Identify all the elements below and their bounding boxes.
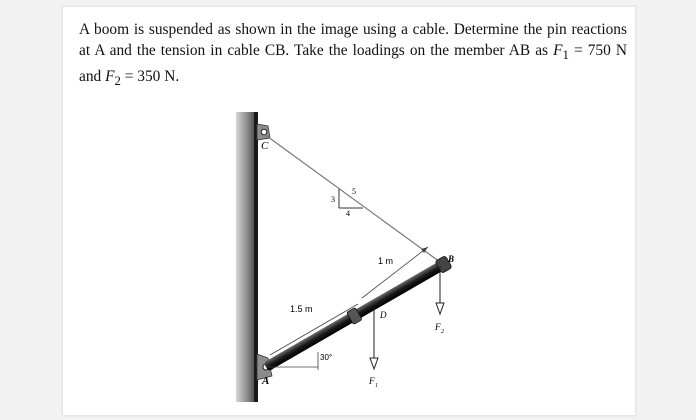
slope-label-4: 4 (346, 209, 350, 218)
f1-subscript: 1 (562, 48, 569, 63)
load-f2-arrowhead (436, 303, 444, 314)
f2-value: = 350 N. (120, 68, 180, 86)
wall (236, 112, 257, 402)
dim-15m-line (270, 304, 358, 355)
label-d: D (380, 310, 387, 320)
label-b: B (448, 254, 455, 264)
load-f1-symbol: F (369, 376, 375, 386)
pin-c (261, 129, 267, 135)
load-f1-label (368, 376, 378, 389)
slope-label-3: 3 (331, 195, 335, 204)
load-f2-symbol: F (435, 322, 441, 332)
cable-cb (264, 134, 440, 262)
f1-symbol: F (553, 42, 563, 59)
question-body: A boom is suspended as shown in the image using a cable. Determine the pin reactions at A and the tension in cable CB. Take the loadings on the member AB as (79, 21, 627, 59)
f2-symbol: F (105, 68, 115, 86)
f2-subscript: 2 (114, 74, 121, 89)
f1-value: = 750 N and (79, 42, 627, 86)
load-f2-label (434, 322, 444, 335)
dim-label-15m: 1.5 m (290, 304, 313, 314)
label-c: C (261, 140, 269, 152)
label-a: A (262, 375, 270, 387)
load-f1-arrowhead (370, 358, 378, 369)
load-f2-subscript: 2 (441, 329, 444, 335)
dim-label-1m: 1 m (378, 256, 394, 266)
boom-ab (263, 255, 453, 373)
slope-label-5: 5 (352, 187, 356, 196)
load-f1-subscript: 1 (375, 383, 378, 389)
angle-label-30: 30° (320, 353, 333, 362)
